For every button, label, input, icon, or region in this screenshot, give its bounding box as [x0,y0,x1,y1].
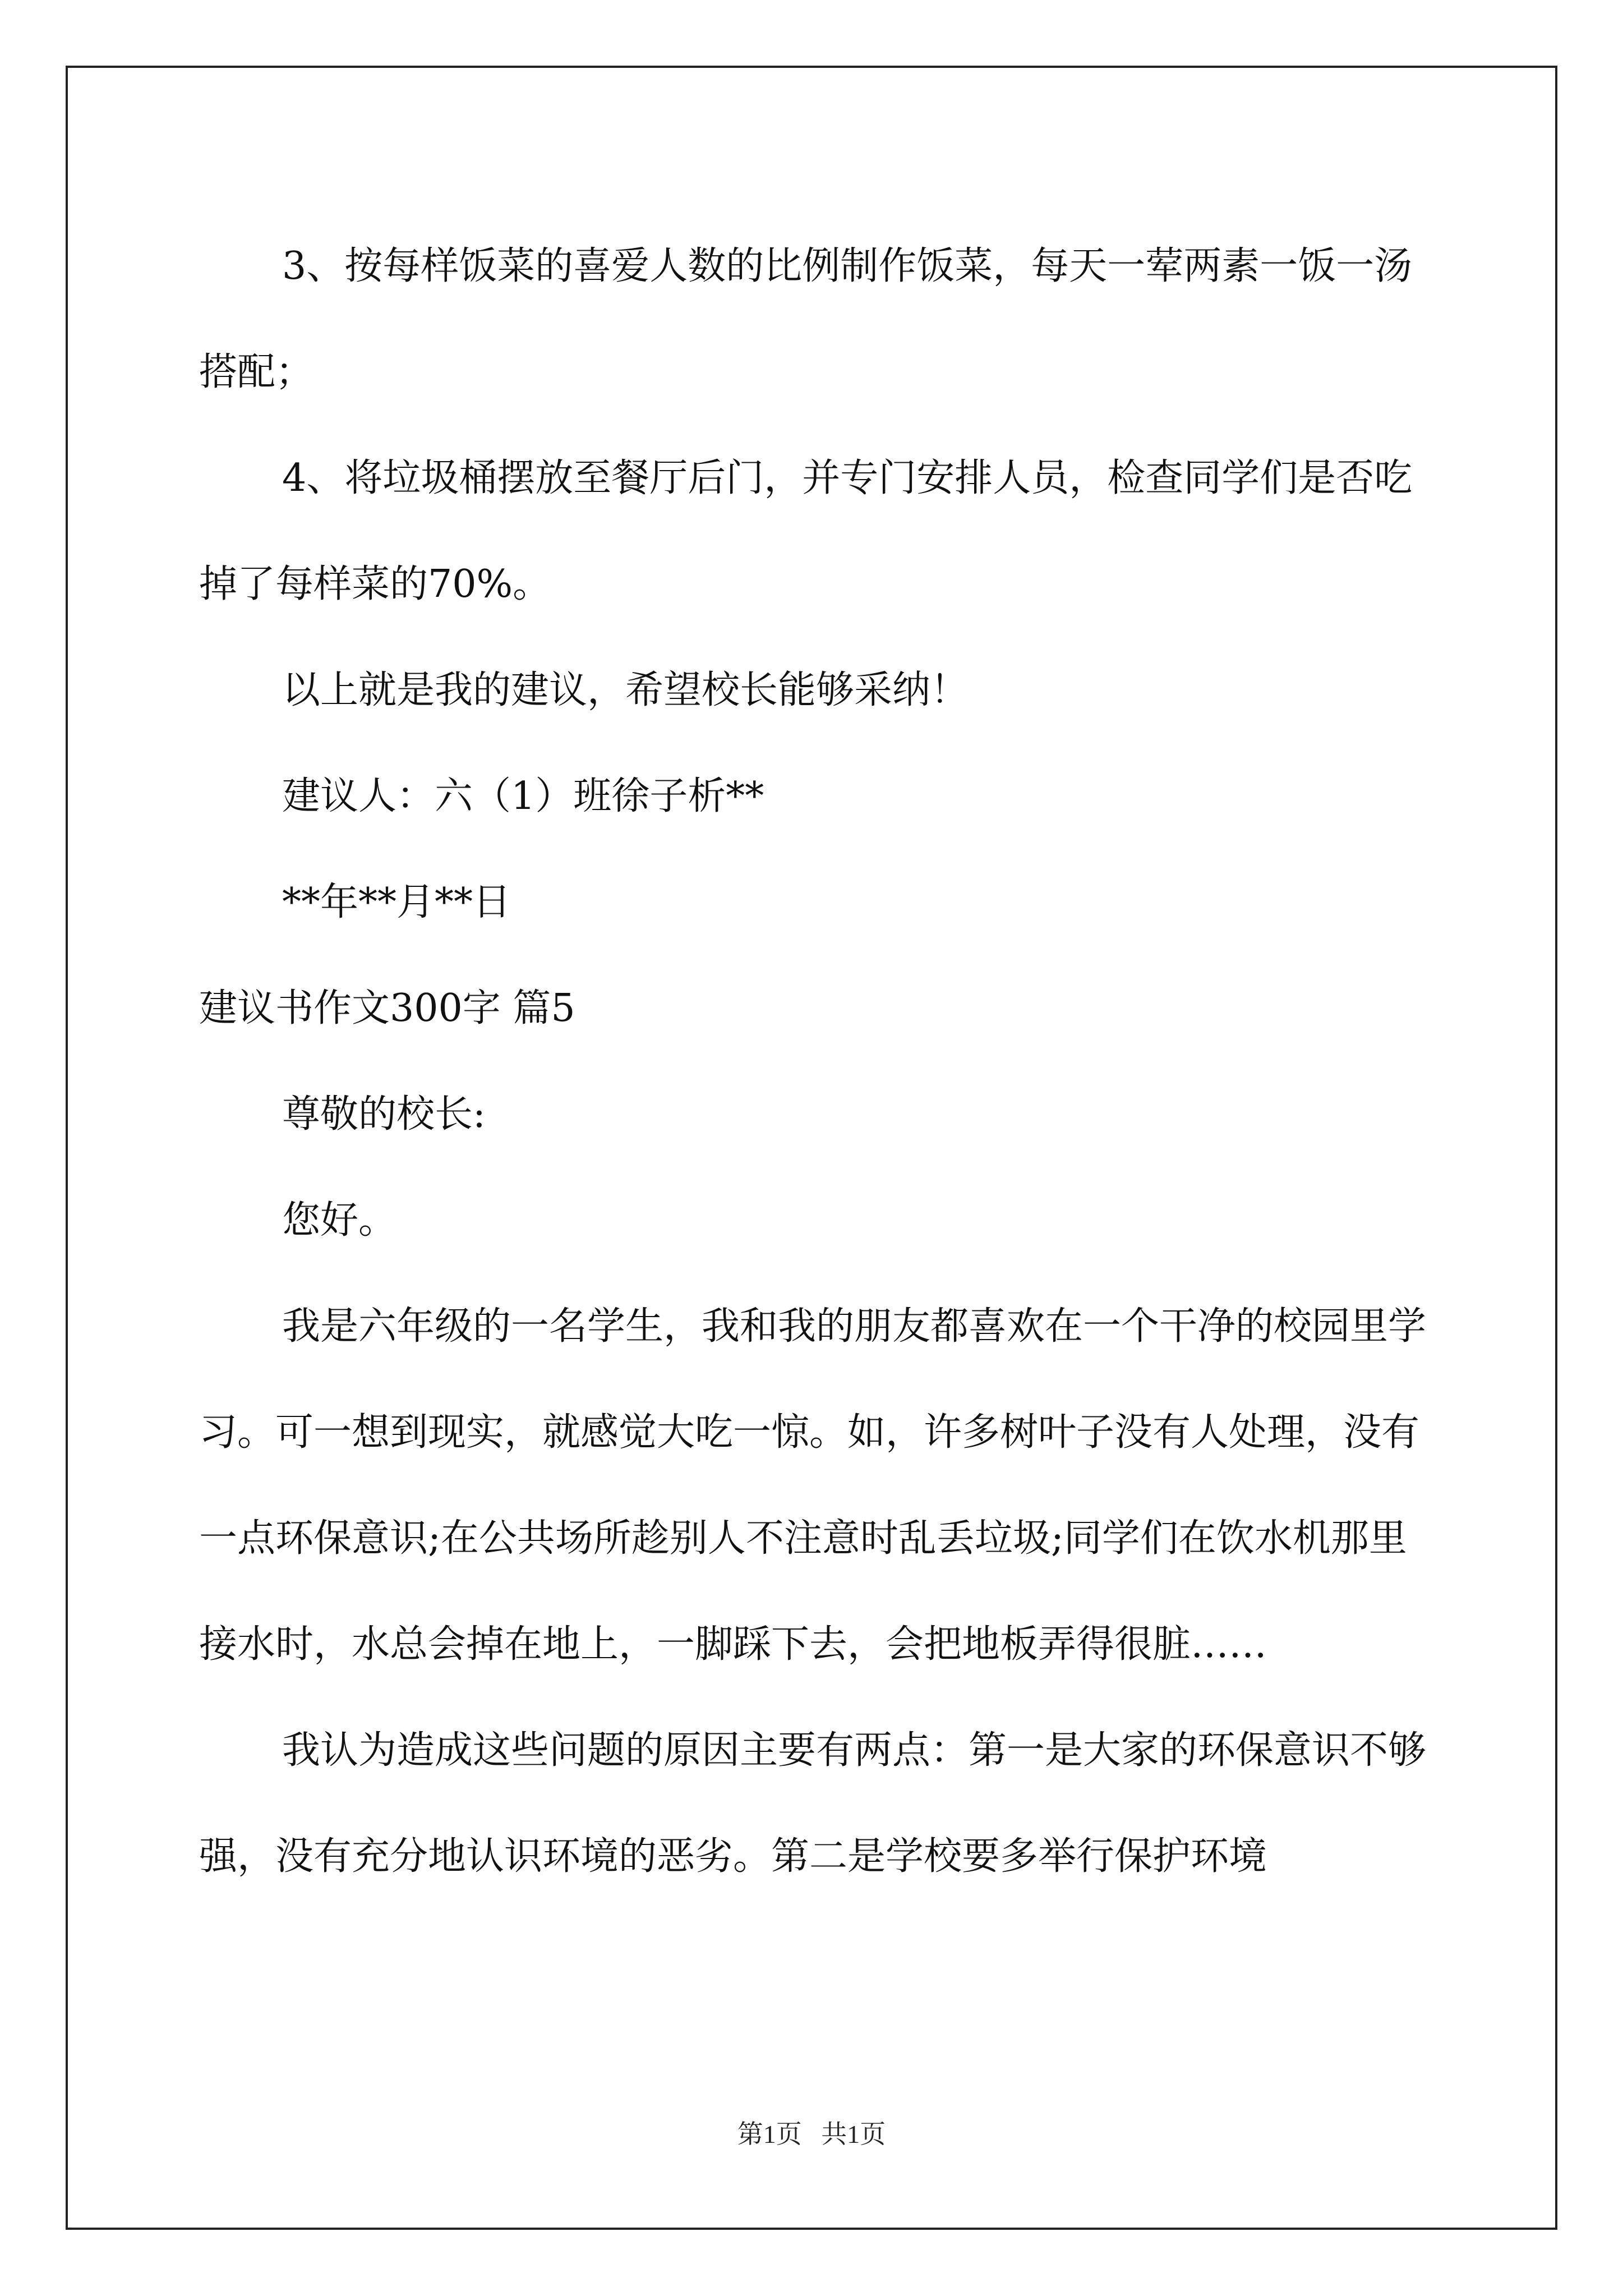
page-total: 共1页 [821,2120,886,2148]
signature-line: 建议人：六（1）班徐子析** [282,774,764,818]
greeting: 您好。 [282,1198,397,1243]
section-heading: 建议书作文300字 篇5 [199,986,575,1030]
page-number: 第1页 [737,2120,802,2148]
document-body [199,213,1433,1910]
date-line: **年**月**日 [282,880,511,924]
paragraph-item-4: 4、将垃圾桶摆放至餐厅后门，并专门安排人员，检查同学们是否吃掉了每样菜的70%。 [199,456,1413,606]
paragraph-item-3: 3、按每样饭菜的喜爱人数的比例制作饭菜，每天一荤两素一饭一汤搭配； [199,244,1413,394]
paragraph-closing: 以上就是我的建议，希望校长能够采纳！ [282,668,969,712]
page-footer [0,2118,1623,2151]
salutation: 尊敬的校长: [282,1092,486,1137]
paragraph-body-1: 我是六年级的一名学生，我和我的朋友都喜欢在一个干净的校园里学习。可一想到现实，就感觉大吃一惊。如，许多树叶子没有人处理，没有一点环保意识;在公共场所趁别人不注意时乱丢垃圾;同学们在饮水机那里接水时，水总会掉在地上，一脚踩下去，会把地板弄得很脏…… [199,1304,1427,1667]
paragraph-body-2: 我认为造成这些问题的原因主要有两点：第一是大家的环保意识不够强，没有充分地认识环境的恶劣。第二是学校要多举行保护环境 [199,1728,1427,1879]
